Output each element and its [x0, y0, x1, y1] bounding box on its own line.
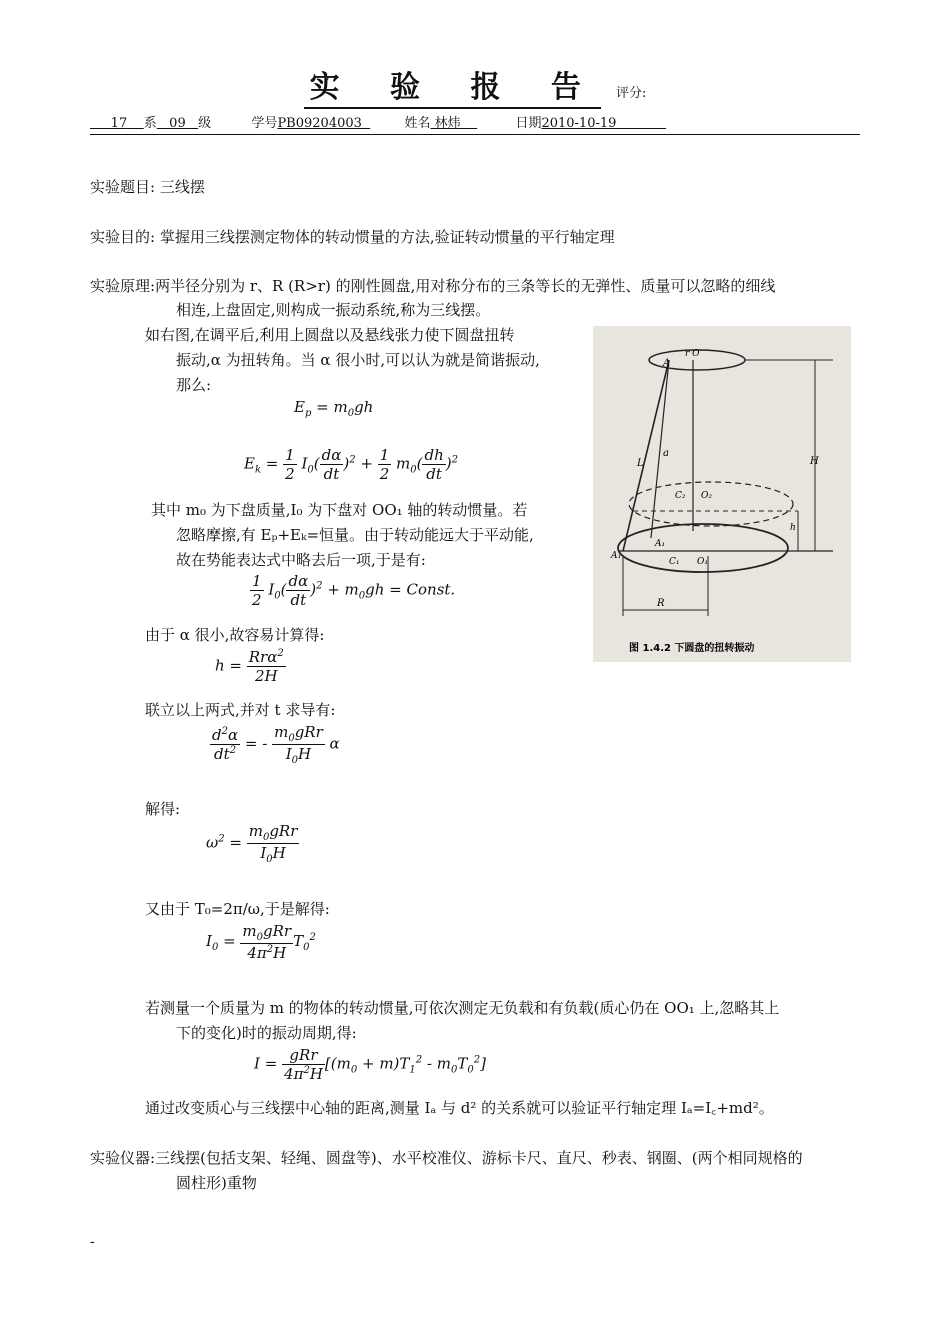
footer-dot: -	[90, 1234, 95, 1250]
formula-omega: $\omega^2$ = $\frac{m_0gRr}{I_0H}$	[206, 822, 298, 865]
measure-paragraph-1: 若测量一个质量为 m 的物体的转动惯量,可依次测定无负载和有负载(质心仍在 OO₁ 上,忽略其上	[145, 999, 780, 1017]
svg-text:R: R	[657, 598, 665, 609]
combine-paragraph: 联立以上两式,并对 t 求导有:	[145, 701, 336, 719]
principle-text-2: 相连,上盘固定,则构成一振动系统,称为三线摆。	[176, 301, 491, 319]
svg-text:C₂: C₂	[675, 491, 686, 501]
svg-text:L: L	[637, 458, 644, 469]
formula-i: I = $\frac{\text{gRr}}{4\pi^2H}$ $[(m_0 + m)T_1^2 - m_0T_0^2]$	[254, 1046, 486, 1083]
instruments-label: 实验仪器:	[90, 1149, 156, 1167]
student-id-label: 学号	[251, 116, 278, 131]
instruments-line-1	[90, 1146, 865, 1170]
name-label: 姓名	[404, 116, 431, 131]
measure-paragraph-2: 下的变化)时的振动周期,得:	[176, 1024, 357, 1042]
verify-paragraph: 通过改变质心与三线摆中心轴的距离,测量 Iₐ 与 d² 的关系就可以验证平行轴定理 Iₐ=I꜀+md²。	[145, 1099, 774, 1117]
header-rule	[90, 134, 860, 135]
svg-text:O₂: O₂	[701, 491, 712, 501]
svg-text:A₁: A₁	[611, 551, 622, 561]
formula-ode: $\frac{d^2\alpha}{dt^2}$ = - $\frac{m_0gRr}{I_0H}$ α	[212, 723, 340, 766]
date-value: 2010-10-19	[541, 116, 617, 131]
principle-label: 实验原理:	[90, 277, 156, 295]
svg-text:r O: r O	[685, 349, 700, 359]
report-title-row	[0, 62, 950, 106]
m0-paragraph-3: 故在势能表达式中略去后一项,于是有:	[176, 551, 426, 569]
alpha-paragraph: 由于 α 很小,故容易计算得:	[145, 626, 325, 644]
formula-ep: $E_p = m_0gh$	[294, 398, 374, 419]
svg-text:h: h	[790, 523, 796, 533]
instruments-text-2: 圆柱形)重物	[176, 1174, 257, 1192]
trifilar-pendulum-diagram	[593, 326, 851, 662]
svg-text:H: H	[810, 456, 819, 467]
svg-text:O₁: O₁	[697, 557, 708, 567]
grade-number: 09	[169, 116, 186, 131]
dept-label: 系	[143, 116, 157, 131]
instruments-text-1: 三线摆(包括支架、轻绳、圆盘等)、水平校准仪、游标卡尺、直尺、秒表、钢圈、(两个相同规格的	[155, 1149, 803, 1167]
m0-paragraph-1: 其中 m₀ 为下盘质量,I₀ 为下盘对 OO₁ 轴的转动惯量。若	[151, 501, 528, 519]
student-id-value: PB09204003	[277, 116, 362, 131]
formula-h: h = $\frac{Rr\alpha^2}{2H}$	[215, 648, 284, 685]
formula-const: $\frac{1}{2}$ $I_0$( $\frac{d\alpha}{dt}$ )$^2 + m_0gh$ = Const.	[252, 572, 456, 609]
svg-text:A₁: A₁	[655, 539, 666, 549]
purpose-label: 实验目的:	[90, 228, 156, 246]
score-label: 评分:	[616, 86, 647, 101]
student-info-line	[90, 112, 860, 131]
formula-ek: $E_k$ = $\frac{1}{2}$ $I_0$( $\frac{d\alpha}{dt}$ )$^2$ + $\frac{1}{2}$ $m_0$( $\frac{dh}{dt}$ )$^2$	[244, 446, 458, 483]
svg-text:C₁: C₁	[669, 557, 680, 567]
fig-paragraph-1: 如右图,在调平后,利用上圆盘以及悬线张力使下圆盘扭转	[145, 326, 515, 344]
purpose-value: 掌握用三线摆测定物体的转动惯量的方法,验证转动惯量的平行轴定理	[159, 228, 615, 246]
t0-paragraph: 又由于 T₀=2π/ω,于是解得:	[145, 900, 330, 918]
formula-i0: $I_0$ = $\frac{m_0gRr}{4\pi^2H}$ $T_0^2$	[206, 922, 316, 962]
topic-label: 实验题目:	[90, 178, 156, 196]
figure-caption: 图 1.4.2 下圆盘的扭转振动	[629, 643, 755, 654]
m0-paragraph-2: 忽略摩擦,有 Eₚ+Eₖ=恒量。由于转动能远大于平动能,	[176, 526, 534, 544]
solve-paragraph: 解得:	[145, 800, 181, 818]
dept-number: 17	[110, 116, 128, 131]
principle-line-1	[90, 274, 865, 298]
svg-text:a: a	[663, 448, 669, 459]
purpose-line	[90, 225, 615, 249]
topic-value: 三线摆	[159, 178, 205, 196]
topic-line	[90, 175, 205, 199]
grade-label: 级	[198, 116, 212, 131]
fig-paragraph-2: 振动,α 为扭转角。当 α 很小时,可以认为就是简谐振动,	[176, 351, 540, 369]
fig-paragraph-3: 那么:	[176, 376, 212, 394]
principle-text-1: 两半径分别为 r、R (R>r) 的刚性圆盘,用对称分布的三条等长的无弹性、质量可以忽略的细线	[155, 277, 776, 295]
name-value: 林炜	[434, 116, 461, 131]
date-label: 日期	[515, 116, 542, 131]
trifilar-pendulum-figure	[593, 326, 851, 662]
label-a: A	[663, 358, 671, 369]
report-title: 实 验 报 告	[304, 70, 601, 109]
